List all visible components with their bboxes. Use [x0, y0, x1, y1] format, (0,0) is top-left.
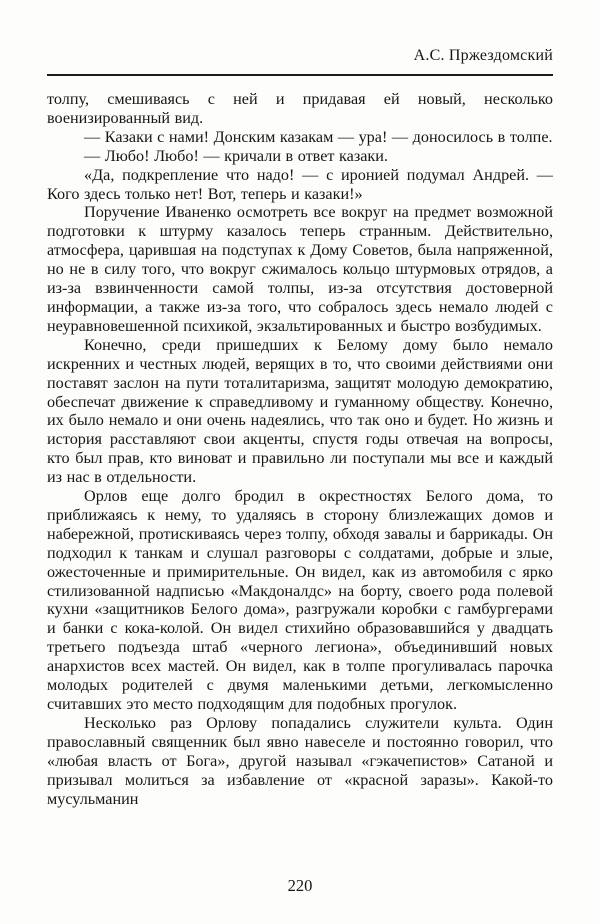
body-text	[47, 90, 553, 808]
author-name: А.С. Пржездомский	[413, 47, 553, 64]
paragraph: Несколько раз Орлову попадались служители культа. Один православный священник был явно навеселе и постоянно говорил, что «любая власть от Бога», другой называл «гэкачепистов» Сатаной и призывал молиться за избавление от «красной заразы». Какой-то мусульманин	[47, 713, 553, 808]
paragraph: «Да, подкрепление что надо! — с иронией подумал Андрей. — Кого здесь только нет! Вот, теперь и казаки!»	[47, 165, 553, 203]
page-number: 220	[287, 876, 313, 895]
paragraph-dialogue: — Любо! Любо! — кричали в ответ казаки.	[84, 146, 388, 165]
page-header	[47, 46, 553, 74]
paragraph: Конечно, среди пришедших к Белому дому было немало искренних и честных людей, верящих в то, что своими действиями они поставят заслон на пути тоталитаризма, защитят молодую демократию, обеспечат движение к справедливому и гуманному обществу. Конечно, их было немало и они очень надеялись, что так оно и будет. Но жизнь и история расставляют свои акценты, спустя годы отвечая на вопросы, кто был прав, кто виноват и правильно ли поступали мы все и каждый из нас в отдельности.	[47, 335, 553, 487]
paragraph: Поручение Иваненко осмотреть все вокруг на предмет возможной подготовки к штурму казалось теперь странным. Действительно, атмосфера, царившая на подступах к Дому Советов, была напряженной, но не в силу того, что вокруг сжималось кольцо штурмовых отрядов, а из-за взвинченности самой толпы, из-за отсутствия достоверной информации, а также из-за того, что собралось здесь немало людей с неуравновешенной психикой, экзальтированных и быстро возбудимых.	[47, 203, 553, 335]
header-rule	[47, 74, 553, 76]
paragraph: Орлов еще долго бродил в окрестностях Белого дома, то приближаясь к нему, то удаляясь в сторону близлежащих домов и набережной, протискиваясь через толпу, обходя завалы и баррикады. Он подходил к танкам и слушал разговоры с солдатами, добрые и злые, ожесточенные и примирительные. Он видел, как из автомобиля с ярко стилизованной надписью «Макдоналдс» на борту, своего рода полевой кухни «защитников Белого дома», разгружали коробки с гамбургерами и банки с кока-колой. Он видел стихийно образовавшийся у двадцать третьего подъезда штаб «черного легиона», объединивший новых анархистов всех мастей. Он видел, как в толпе прогуливалась парочка молодых родителей с двумя маленькими детьми, легкомысленно считавших это место подходящим для подобных прогулок.	[47, 487, 553, 713]
paragraph-dialogue: — Казаки с нами! Донским казакам — ура! — доносилось в толпе.	[84, 127, 553, 146]
paragraph: толпу, смешиваясь с ней и придавая ей новый, несколько военизированный вид.	[47, 90, 553, 127]
